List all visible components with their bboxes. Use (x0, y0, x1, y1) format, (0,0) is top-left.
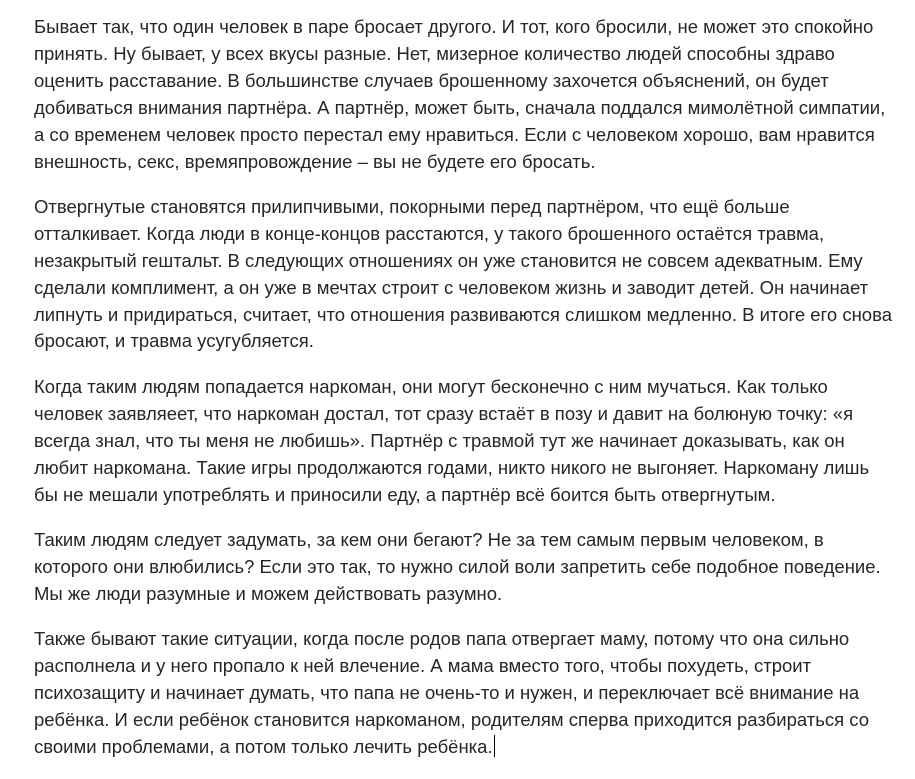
paragraph-5 (34, 626, 909, 761)
paragraph-3: Когда таким людям попадается наркоман, они могут бесконечно с ним мучаться. Как только человек заявляеет, что наркоман достал, тот сразу встаёт в позу и давит на болюную точку: «я всегда знал, что ты меня не любишь». Партнёр с травмой тут же начинает доказывать, как он любит наркомана. Такие игры продолжаются годами, никто никого не выгоняет. Наркоману лишь бы не мешали употреблять и приносили еду, а партнёр всё боится быть отвергнутым. (34, 375, 870, 505)
paragraph-2: Отвергнутые становятся прилипчивыми, покорными перед партнёром, что ещё больше отталкивает. Когда люди в конце-концов расстаются, у такого брошенного остаётся травма, незакрытый гештальт. В следующих отношениях он уже становится не совсем адекватным. Ему сделали комплимент, а он уже в мечтах строит с человеком жизнь и заводит детей. Он начинает липнуть и придираться, считает, что отношения развиваются слишком медленно. В итоге его снова бросают, и травма усугубляется. (34, 195, 892, 352)
text-cursor (494, 735, 495, 757)
document-body[interactable] (34, 14, 909, 779)
paragraph-1: Бывает так, что один человек в паре бросает другого. И тот, кого бросили, не может это спокойно принять. Ну бывает, у всех вкусы разные. Нет, мизерное количество людей способны здраво оценить расставание. В большинстве случаев брошенному захочется объяснений, он будет добиваться внимания партнёра. А партнёр, может быть, сначала поддался мимолётной симпатии, а со временем человек просто перестал ему нравиться. Если с человеком хорошо, вам нравится внешность, секс, времяпровождение – вы не будете его бросать. (34, 16, 886, 172)
paragraph-5-text: Также бывают такие ситуации, когда после родов папа отвергает маму, потому что она сильно располнела и у него пропало к ней влечение. А мама вместо того, чтобы похудеть, строит психозащиту и начинает думать, что папа не очень-то и нужен, и переключает всё внимание на ребёнка. И если ребёнок становится наркоманом, родителям сперва приходится разбираться со своими проблемами, а потом только лечить ребёнка. (34, 628, 870, 757)
paragraph-4: Таким людям следует задумать, за кем они бегают? Не за тем самым первым человеком, в которого они влюбились? Если это так, то нужно силой воли запретить себе подобное поведение. Мы же люди разумные и можем действовать разумно. (34, 528, 881, 604)
